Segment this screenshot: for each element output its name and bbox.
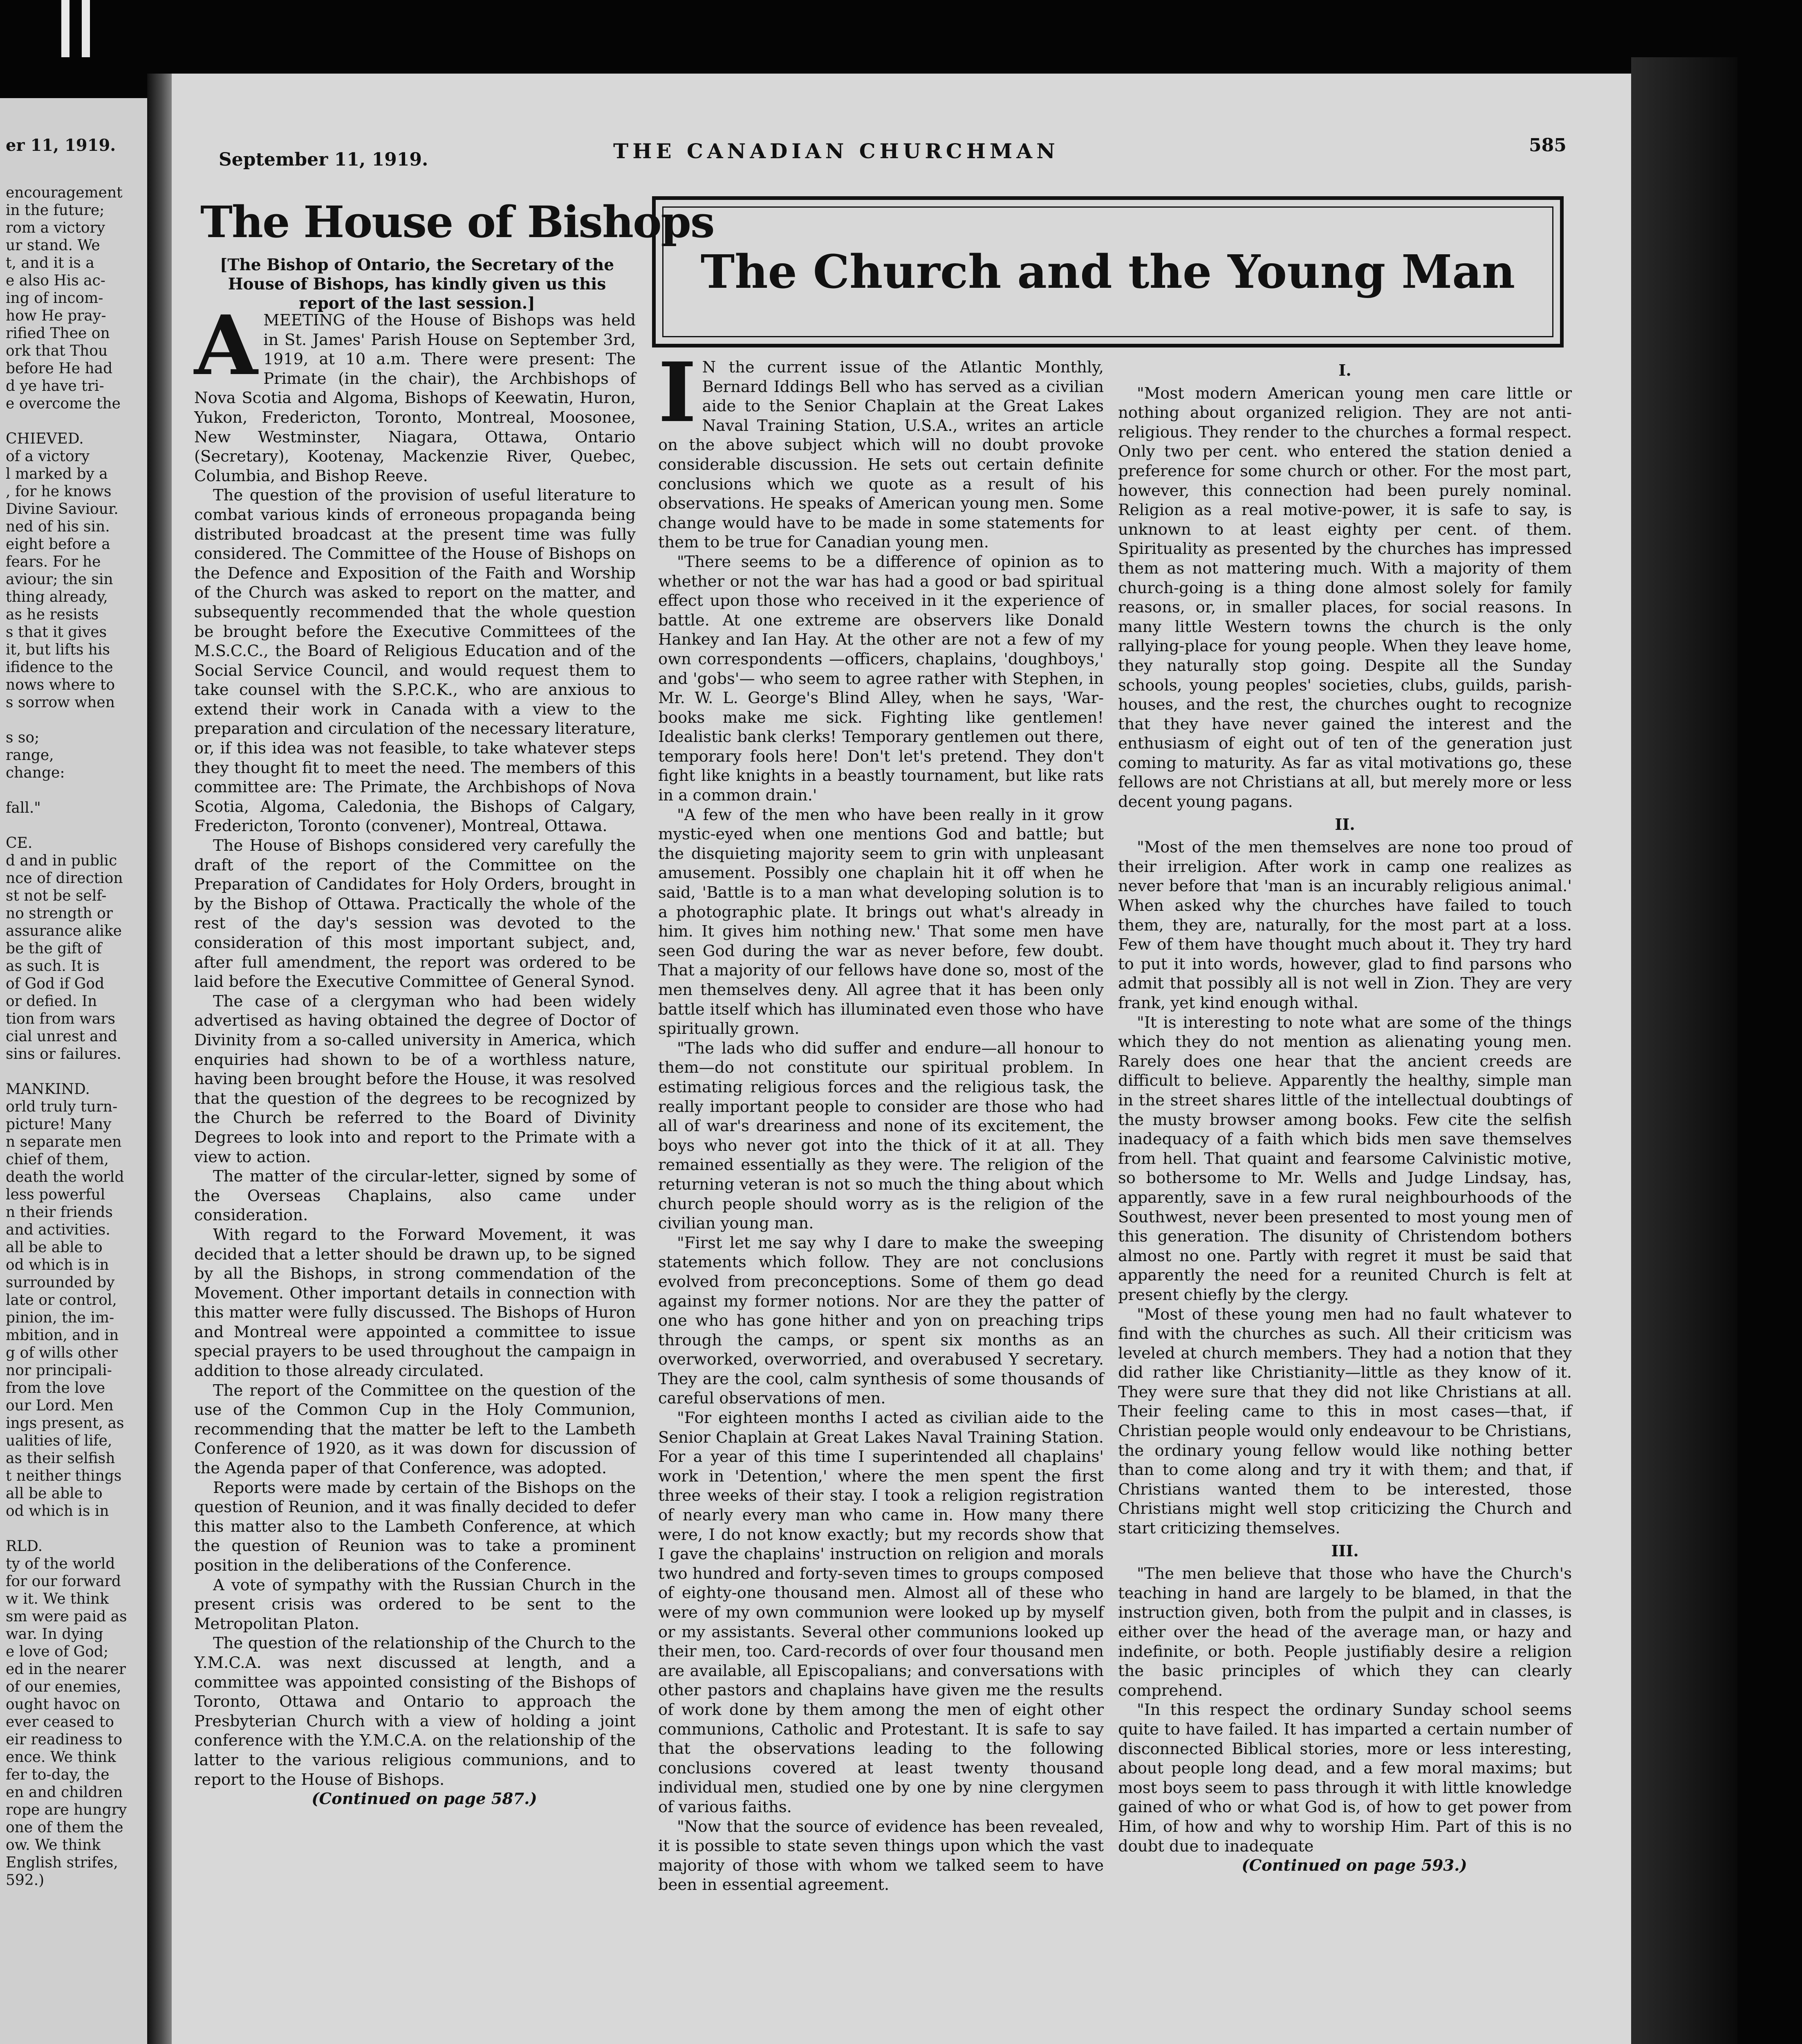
publication-name: THE CANADIAN CHURCHMAN xyxy=(613,139,1059,163)
previous-page-line: encouragement xyxy=(6,184,123,201)
article-title-church-young-man: The Church and the Young Man xyxy=(662,206,1553,337)
previous-page-line: eir readiness to xyxy=(6,1731,123,1748)
previous-page-line: ur stand. We xyxy=(6,237,100,254)
previous-page-line: fer to-day, the xyxy=(6,1766,110,1783)
article-title-box xyxy=(652,196,1564,347)
article-paragraph: The House of Bishops considered very carefully the draft of the report of the Committee on the Preparation of Candidates for Holy Orders, brought in by the Bishop of Ottawa. Practically the whole of the rest of the day's session was devoted to the consideration of this most important subject, and, after full amendment, the report was ordered to be laid before the Executive Committee of General Synod. xyxy=(194,836,636,991)
previous-page-line: aviour; the sin xyxy=(6,571,113,588)
previous-page-line: be the gift of xyxy=(6,940,102,957)
previous-page-line: mbition, and in xyxy=(6,1327,119,1344)
previous-page-line: en and children xyxy=(6,1784,123,1801)
previous-page-line: rified Thee on xyxy=(6,325,110,342)
article-column-3 xyxy=(1118,358,1572,1876)
article-paragraph: I N the current issue of the Atlantic Monthly, Bernard Iddings Bell who has served as a civilian aide to the Senior Chaplain at the Great Lakes Naval Training Station, U.S.A., writes an article on the above subject which will no doubt provoke considerable discussion. He sets out certain definite conclusions which we quote as a result of his observations. He speaks of American young men. Some change would have to be made in some statements for them to be true for Canadian young men. xyxy=(658,345,1104,552)
previous-page-line: l marked by a xyxy=(6,466,108,482)
article-paragraph: With regard to the Forward Movement, it was decided that a letter should be drawn up, to be signed by all the Bishops, in strong commendation of the Movement. Other important details in connection with this matter were fully discussed. The Bishops of Huron and Montreal were appointed a committee to issue special prayers to be used throughout the campaign in addition to those already circulated. xyxy=(194,1225,636,1381)
previous-page-line: pinion, the im- xyxy=(6,1309,114,1326)
previous-page-line: s that it gives xyxy=(6,624,107,641)
previous-page-line: od which is in xyxy=(6,1503,109,1520)
previous-page-line: thing already, xyxy=(6,589,108,605)
article-paragraph: A vote of sympathy with the Russian Church in the present crisis was ordered to be sent to the Metropolitan Platon. xyxy=(194,1576,636,1633)
previous-page-edge xyxy=(0,98,151,2044)
article-paragraph: The report of the Committee on the question of the use of the Common Cup in the Holy Communion, recommending that the matter be left to the Lambeth Conference of 1920, as it was down for discussion of the Agenda paper of that Conference, was adopted. xyxy=(194,1381,636,1478)
film-sprocket-top-1 xyxy=(61,0,69,57)
previous-page-line: all be able to xyxy=(6,1239,103,1256)
previous-page-line: in the future; xyxy=(6,202,105,219)
previous-page-line: as such. It is xyxy=(6,958,100,975)
article-paragraph: "Most of these young men had no fault whatever to find with the churches as such. All their criticism was leveled at church members. They had a notion that they did rather like Christianity—little as they know of it. They were sure that they did not like Christians at all. Their feeling came to this in most cases—that, if Christian people would only endeavour to be Christians, the ordinary young fellow would like nothing better than to come along and try it with them; and that, if Christians wanted them to be interested, those Christians might well stop criticizing the Church and start criticizing themselves. xyxy=(1118,1305,1572,1538)
previous-page-line: ned of his sin. xyxy=(6,518,110,535)
previous-page-line xyxy=(6,817,141,834)
previous-page-line: orld truly turn- xyxy=(6,1098,118,1115)
previous-page-line: eight before a xyxy=(6,536,110,553)
previous-page-header: er 11, 1919. xyxy=(6,136,116,155)
previous-page-line: rope are hungry xyxy=(6,1802,127,1818)
previous-page-line: fears. For he xyxy=(6,554,101,570)
previous-page-line: CHIEVED. xyxy=(6,430,84,447)
previous-page-line: ever ceased to xyxy=(6,1714,114,1730)
section-number: I. xyxy=(1338,361,1352,380)
article-paragraph: "Most modern American young men care little or nothing about organized religion. They are not anti-religious. They render to the churches a formal respect. Only two per cent. who entered the station denied a preference for some church or other. For the most part, however, this connection had been purely nominal. Religion as a real motive-power, it is safe to say, is unknown to at least eighty per cent. of them. Spirituality as presented by the churches has impressed them as not mattering much. With a majority of them church-going is a thing done almost solely for family reasons, or, in smaller places, for social reasons. In many little Western towns the church is the only rallying-place for young people. When they leave home, they naturally stop going. Despite all the Sunday schools, young peoples' societies, clubs, guilds, parish-houses, and the rest, the churches ought to recognize that they have never gained the interest and the enthusiasm of eight out of ten of the generation just coming to maturity. As far as vital motivations go, these fellows are not Christians at all, but merely more or less decent young pagans. xyxy=(1118,384,1572,811)
previous-page-line: d ye have tri- xyxy=(6,378,104,394)
previous-page-line: fall." xyxy=(6,800,41,816)
article-paragraph: "For eighteen months I acted as civilian aide to the Senior Chaplain at Great Lakes Naval Training Station. For a year of this time I superintended all chaplains' work in 'Detention,' where the men spent the first three weeks of their stay. I took a religion registration of nearly every man who came in. How many there were, I do not know exactly; but my records show that I gave the chaplains' instruction on religion and morals two hundred and forty-seven times to groups composed of eighty-one thousand men. Almost all of these who were of my own communion were looked up by myself or my assistants. Several other communions looked up their men, too. Card-records of over four thousand men are available, all Episcopalians; and conversations with other pastors and chaplains have given me the results of work done by them among the men of eight other communions, Catholic and Protestant. It is safe to say that the observations leading to the following conclusions covered at least twenty thousand individual men, studied one by one by nine clergymen of various faiths. xyxy=(658,1409,1104,1816)
previous-page-line: ork that Thou xyxy=(6,343,108,359)
previous-page-line xyxy=(6,711,141,729)
previous-page-line: and activities. xyxy=(6,1221,110,1238)
article-paragraph: "A few of the men who have been really in it grow mystic-eyed when one mentions God and battle; but the disquieting majority seem to grin with unpleasant amusement. Possibly one chaplain hit it off when he said, 'Battle is to a man what developing solution is to a photographic plate. It brings out what's already in him. It gives him nothing new.' That some men have seen God during the war as never before, few doubt. That a majority of our fellows have done so, most of the men themselves deny. All agree that it has been only battle itself which has illuminated even those who have spiritually grown. xyxy=(658,805,1104,1038)
previous-page-line: sm were paid as xyxy=(6,1608,127,1625)
previous-page-line: all be able to xyxy=(6,1485,103,1502)
previous-page-column xyxy=(6,184,141,1889)
article-paragraph: "In this respect the ordinary Sunday school seems quite to have failed. It has imparted a certain number of disconnected Biblical stories, more or less interesting, about people long dead, and a few moral maxims; but most boys seem to pass through it with little knowledge gained of who or what God is, of how to get power from Him, of how and why to worship Him. Part of this is no doubt due to inadequate xyxy=(1118,1701,1572,1856)
article-paragraph: AMEETING of the House of Bishops was held in St. James' Parish House on September 3rd, 1919, at 10 a.m. There were present: The Primate (in the chair), the Archbishops of Nova Scotia and Algoma, Bishops of Keewatin, Huron, Yukon, Fredericton, Toronto, Montreal, Moosonee, New Westminster, Niagara, Ottawa, Ontario (Secretary), Kootenay, Mackenzie River, Quebec, Columbia, and Bishop Reeve. xyxy=(194,298,636,485)
previous-page-line xyxy=(6,1520,141,1537)
previous-page-line: assurance alike xyxy=(6,923,122,939)
previous-page-line: of a victory xyxy=(6,448,90,465)
previous-page-line: , for he knows xyxy=(6,483,112,500)
previous-page-line: g of wills other xyxy=(6,1345,118,1361)
previous-page-line: ed in the nearer xyxy=(6,1661,126,1678)
section-number: II. xyxy=(1335,815,1355,834)
page-number: 585 xyxy=(1529,135,1567,156)
article-paragraph: "There seems to be a difference of opinion as to whether or not the war has had a good or bad spiritual effect upon those who received in it the experience of battle. At one extreme are observers like Donald Hankey and Ian Hay. At the other are not a few of my own correspondents —officers, chaplains, 'doughboys,' and 'gobs'— who seem to agree rather with Stephen, in Mr. W. L. George's Blind Alley, when he says, 'War-books make me sick. Fighting like gentlemen! Idealistic bank clerks! Temporary gentlemen out there, temporary fools here! Don't let's pretend. They don't fight like knights in a beastly tournament, but like rats in a common drain.' xyxy=(658,552,1104,805)
previous-page-line: CE. xyxy=(6,835,33,852)
film-sprocket-top-2 xyxy=(82,0,90,57)
previous-page-line: war. In dying xyxy=(6,1626,103,1643)
previous-page-line: w it. We think xyxy=(6,1591,109,1607)
previous-page-line: e also His ac- xyxy=(6,272,105,289)
previous-page-line: n their friends xyxy=(6,1204,113,1221)
previous-page-line: rom a victory xyxy=(6,220,105,236)
previous-page-line: no strength or xyxy=(6,905,113,922)
previous-page-line: Divine Saviour. xyxy=(6,501,119,518)
previous-page-line: late or control, xyxy=(6,1292,117,1309)
previous-page-line: how He pray- xyxy=(6,307,106,324)
continued-note: (Continued on page 587.) xyxy=(312,1790,537,1809)
previous-page-line: it, but lifts his xyxy=(6,641,110,658)
previous-page-line: s sorrow when xyxy=(6,694,115,711)
previous-page-line: English strifes, xyxy=(6,1854,118,1871)
previous-page-line: ing of incom- xyxy=(6,290,103,307)
previous-page-line: cial unrest and xyxy=(6,1028,118,1045)
section-number: III. xyxy=(1331,1542,1359,1560)
article-paragraph: "The men believe that those who have the Church's teaching in hand are largely to be blamed, in that the instruction given, both from the pulpit and in classes, is either over the head of the average man, or hazy and indefinite, or both. People justifiably desire a religion the basic principles of which they can clearly comprehend. xyxy=(1118,1564,1572,1700)
previous-page-line: picture! Many xyxy=(6,1116,112,1133)
previous-page-line: or defied. In xyxy=(6,993,97,1010)
previous-page-line: one of them the xyxy=(6,1819,123,1836)
previous-page-line: s so; xyxy=(6,729,40,746)
previous-page-line: RLD. xyxy=(6,1538,43,1555)
previous-page-line xyxy=(6,782,141,799)
previous-page-line: of God if God xyxy=(6,975,105,992)
previous-page-line: t neither things xyxy=(6,1468,122,1484)
previous-page-line: from the love xyxy=(6,1380,105,1396)
previous-page-line: t, and it is a xyxy=(6,255,94,271)
previous-page-line: ifidence to the xyxy=(6,659,113,676)
previous-page-line: st not be self- xyxy=(6,888,107,904)
previous-page-line: change: xyxy=(6,764,65,781)
previous-page-line xyxy=(6,1063,141,1080)
previous-page-line: our Lord. Men xyxy=(6,1397,114,1414)
previous-page-line: ow. We think xyxy=(6,1837,101,1853)
article-paragraph: The question of the provision of useful literature to combat various kinds of erroneous propaganda being distributed broadcast at the present time was fully considered. The Committee of the House of Bishops on the Defence and Exposition of the Faith and Worship of the Church was asked to report on the matter, and subsequently recommended that the whole question be brought before the Executive Committees of the M.S.C.C., the Board of Religious Education and of the Social Service Council, and would request them to take counsel with the S.P.C.K., who are anxious to extend their work in Canada with a view to the preparation and circulation of the necessary literature, or, if this idea was not feasible, to take whatever steps they thought fit to meet the need. The members of this committee are: The Primate, the Archbishops of Nova Scotia, Algoma, Caledonia, the Bishops of Calgary, Fredericton, Toronto (convener), Montreal, Ottawa. xyxy=(194,486,636,836)
continued-note: (Continued on page 593.) xyxy=(1242,1856,1467,1875)
previous-page-line: d and in public xyxy=(6,852,117,869)
previous-page-line: surrounded by xyxy=(6,1274,115,1291)
previous-page-line: for our forward xyxy=(6,1573,121,1590)
article-paragraph: "Most of the men themselves are none too proud of their irreligion. After work in camp one realizes as never before that 'man is an incurably religious animal.' When asked why the churches have failed to touch them, they are, naturally, for the most part at a loss. Few of them have thought much about it. They try hard to put it into words, however, glad to find parsons who admit that possibly all is not well in Zion. They are very frank, yet kind enough withal. xyxy=(1118,838,1572,1012)
previous-page-line: range, xyxy=(6,747,54,764)
previous-page-line: as he resists xyxy=(6,606,99,623)
article-paragraph: Reports were made by certain of the Bishops on the question of Reunion, and it was finally decided to defer this matter also to the Lambeth Conference, at which the question of Reunion was to take a prominent position in the deliberations of the Conference. xyxy=(194,1478,636,1575)
previous-page-line: e overcome the xyxy=(6,395,121,412)
article-paragraph: "First let me say why I dare to make the sweeping statements which follow. They are not conclusions evolved from preconceptions. Some of them go dead against my former notions. Nor are they the patter of one who has gone hither and yon on preaching trips through the camps, or spent six months as an overworked, overworried, and overabused Y secretary. They are the cool, calm synthesis of some thousands of careful observations of men. xyxy=(658,1233,1104,1408)
article-title-house-of-bishops: The House of Bishops xyxy=(200,196,714,247)
previous-page-line: ty of the world xyxy=(6,1555,115,1572)
article-column-house-of-bishops xyxy=(194,298,636,1809)
previous-page-line xyxy=(6,412,141,430)
previous-page-line: as their selfish xyxy=(6,1450,115,1467)
article-paragraph: "Now that the source of evidence has been revealed, it is possible to state seven things upon which the vast majority of those with whom we talked seem to have been in essential agreement. xyxy=(658,1817,1104,1894)
drop-cap: A xyxy=(194,298,258,394)
drop-cap: I xyxy=(658,345,697,441)
previous-page-line: n separate men xyxy=(6,1134,122,1150)
newspaper-page xyxy=(172,74,1631,2044)
previous-page-line: od which is in xyxy=(6,1257,109,1273)
article-paragraph: "It is interesting to note what are some of the things which they do not mention as alienating young men. Rarely does one hear that the ancient creeds are difficult to believe. Apparently the healthy, simple man in the street shares little of the intellectual doubtings of the musty browser among books. Few cite the selfish inadequacy of a faith which bids men save themselves from hell. That quaint and fearsome Calvinistic motive, so bothersome to Mr. Wells and Judge Lindsay, has, apparently, save in a few rural neighbourhoods of the Southwest, never been presented to most young men of this generation. The disunity of Christendom bothers almost no one. Partly with regret it must be said that apparently the need for a reunited Church is felt at present chiefly by the clergy. xyxy=(1118,1013,1572,1304)
previous-page-line: ought havoc on xyxy=(6,1696,121,1713)
previous-page-line: MANKIND. xyxy=(6,1081,90,1098)
previous-page-line: less powerful xyxy=(6,1186,105,1203)
page-edge-shadow xyxy=(1631,57,1737,2044)
article-paragraph: The case of a clergyman who had been widely advertised as having obtained the degree of Doctor of Divinity from a so-called university in America, which enquiries had shown to be of a worthless nature, having been brought before the House, it was resolved that the question of the degrees to be recognized by the Church be referred to the Board of Divinity Degrees to look into and report to the Primate with a view to action. xyxy=(194,992,636,1166)
article-column-2 xyxy=(658,345,1104,1895)
article-paragraph: The matter of the circular-letter, signed by some of the Overseas Chaplains, also came under consideration. xyxy=(194,1167,636,1225)
previous-page-line: e love of God; xyxy=(6,1643,109,1660)
issue-date: September 11, 1919. xyxy=(219,149,428,170)
previous-page-line: nows where to xyxy=(6,677,115,693)
previous-page-line: ence. We think xyxy=(6,1749,116,1766)
previous-page-line: nor principali- xyxy=(6,1362,112,1379)
previous-page-line: tion from wars xyxy=(6,1011,116,1027)
previous-page-line: chief of them, xyxy=(6,1151,109,1168)
previous-page-line: 592.) xyxy=(6,1872,45,1889)
previous-page-line: ings present, as xyxy=(6,1415,124,1432)
previous-page-line: death the world xyxy=(6,1169,124,1186)
article-paragraph: "The lads who did suffer and endure—all honour to them—do not constitute our spiritual problem. In estimating religious forces and the religious task, the really important people to consider are those who had all of war's dreariness and none of its excitement, the boys who never got into the thick of it at all. They remained essentially as they were. The religion of the returning veteran is not so much the thing about which church people should worry as is the religion of the civilian young man. xyxy=(658,1039,1104,1233)
article-intro-note: [The Bishop of Ontario, the Secretary of the House of Bishops, has kindly given us this report of the last session.] xyxy=(220,256,614,313)
article-paragraph: The question of the relationship of the Church to the Y.M.C.A. was next discussed at length, and a committee was appointed consisting of the Bishops of Toronto, Ottawa and Ontario to approach the Presbyterian Church with a view of holding a joint conference with the Y.M.C.A. on the relationship of the latter to the various religious communions, and to report to the House of Bishops. xyxy=(194,1634,636,1789)
previous-page-line: sins or failures. xyxy=(6,1046,121,1062)
previous-page-line: of our enemies, xyxy=(6,1679,121,1695)
previous-page-line: ualities of life, xyxy=(6,1432,112,1449)
previous-page-line: nce of direction xyxy=(6,870,123,887)
previous-page-line: before He had xyxy=(6,360,113,377)
